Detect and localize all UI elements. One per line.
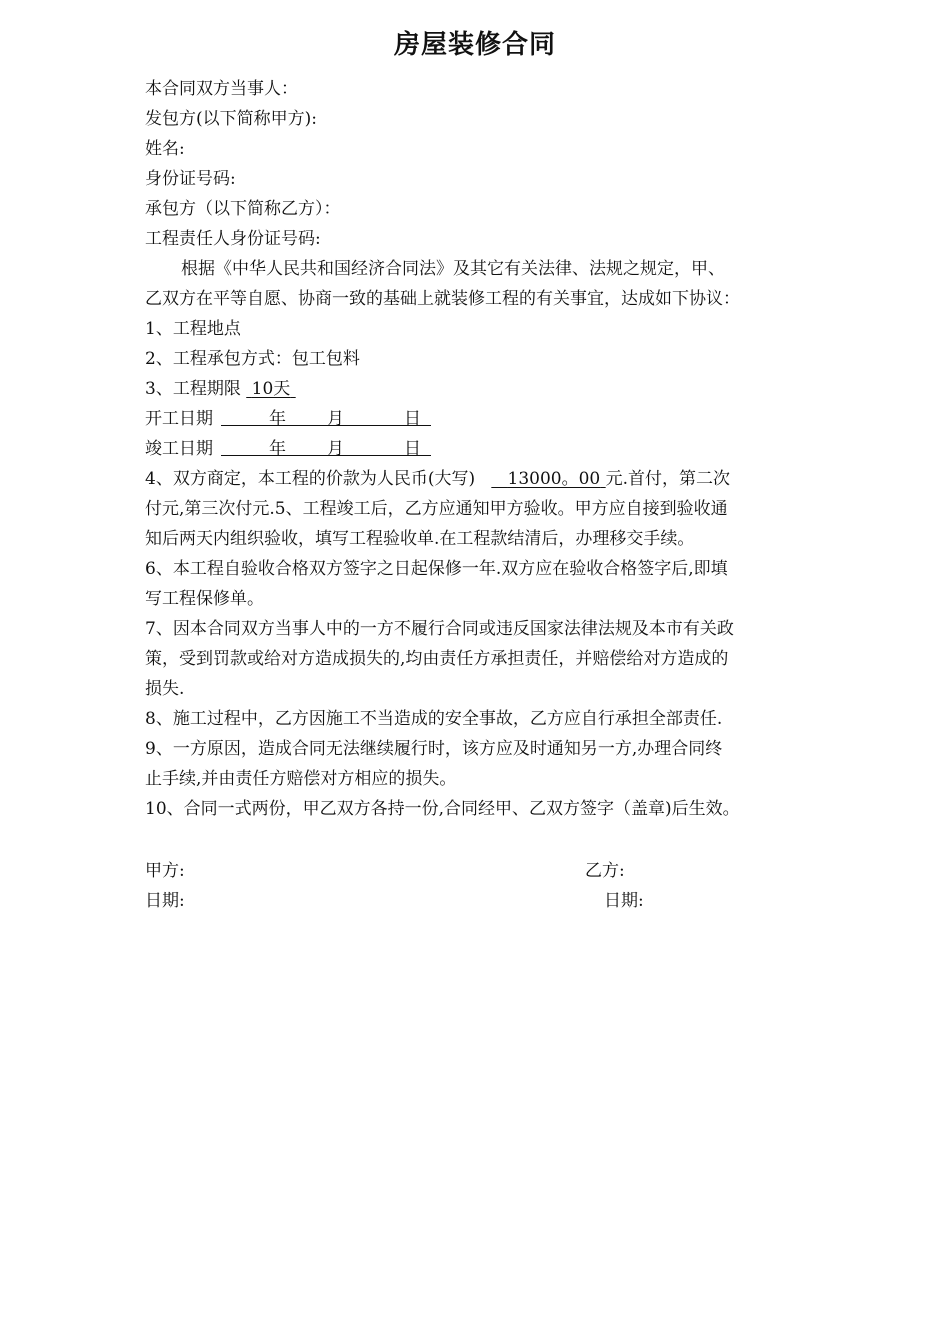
start-date-day: 日 <box>404 409 421 429</box>
clause-4-line-2: 付元,第三次付元.5、工程竣工后，乙方应通知甲方验收。甲方应自接到验收通 <box>145 499 728 519</box>
duration-value: 10天 <box>251 379 291 399</box>
employer-line: 发包方(以下简称甲方): <box>145 109 317 129</box>
start-date-row <box>145 404 810 434</box>
signature-party-row <box>145 856 810 886</box>
start-date-label: 开工日期 <box>145 409 213 429</box>
start-date-year: 年 <box>269 409 286 429</box>
party-a-signature: 甲方: <box>145 861 185 881</box>
end-date-label: 竣工日期 <box>145 439 213 459</box>
manager-id-line: 工程责任人身份证号码: <box>145 229 321 249</box>
clause-6-line-1: 6、本工程自验收合格双方签字之日起保修一年.双方应在验收合格签字后,即填 <box>145 559 728 579</box>
clause-8: 8、施工过程中，乙方因施工不当造成的安全事故，乙方应自行承担全部责任. <box>145 709 723 729</box>
name-line: 姓名: <box>145 139 185 159</box>
parties-intro: 本合同双方当事人： <box>145 79 298 99</box>
clause-9-line-1: 9、一方原因，造成合同无法继续履行时，该方应及时通知另一方,办理合同终 <box>145 739 723 759</box>
contract-body <box>145 74 810 824</box>
clause-4-line-3: 知后两天内组织验收，填写工程验收单.在工程款结清后，办理移交手续。 <box>145 529 695 549</box>
end-date-year: 年 <box>269 439 286 459</box>
preamble-line-1: 根据《中华人民共和国经济合同法》及其它有关法律、法规之规定，甲、 <box>181 259 725 279</box>
price-amount-value: 13000。00 <box>507 469 601 489</box>
signature-block <box>145 856 810 916</box>
start-date-blank <box>221 425 431 426</box>
clause-10: 10、合同一式两份，甲乙双方各持一份,合同经甲、乙双方签字（盖章)后生效。 <box>145 799 740 819</box>
id-number-line: 身份证号码: <box>145 169 236 189</box>
clause-3 <box>145 374 810 404</box>
clause-6-line-2: 写工程保修单。 <box>145 589 264 609</box>
signature-date-row <box>145 886 810 916</box>
clause-1: 1、工程地点 <box>145 319 241 339</box>
clause-4-line-1 <box>145 464 810 494</box>
end-date-day: 日 <box>404 439 421 459</box>
contractor-line: 承包方（以下简称乙方）： <box>145 199 341 219</box>
end-date-blank <box>221 455 431 456</box>
preamble-line-2: 乙双方在平等自愿、协商一致的基础上就装修工程的有关事宜，达成如下协议： <box>145 289 740 309</box>
clause-4-prefix: 4、双方商定，本工程的价款为人民币(大写) <box>145 469 476 489</box>
page-title: 房屋装修合同 <box>393 30 556 60</box>
party-a-date: 日期: <box>145 891 185 911</box>
clause-7-line-1: 7、因本合同双方当事人中的一方不履行合同或违反国家法律法规及本市有关政 <box>145 619 734 639</box>
party-b-date: 日期: <box>604 891 644 911</box>
start-date-month: 月 <box>327 409 344 429</box>
party-b-signature: 乙方: <box>585 861 625 881</box>
clause-9-line-2: 止手续,并由责任方赔偿对方相应的损失。 <box>145 769 457 789</box>
clause-2: 2、工程承包方式：包工包料 <box>145 349 360 369</box>
end-date-row <box>145 434 810 464</box>
price-amount <box>491 469 605 489</box>
clause-7-line-2: 策，受到罚款或给对方造成损失的,均由责任方承担责任，并赔偿给对方造成的 <box>145 649 729 669</box>
clause-3-label: 3、工程期限 <box>145 379 241 399</box>
clause-7-line-3: 损失. <box>145 679 185 699</box>
end-date-month: 月 <box>327 439 344 459</box>
clause-3-value <box>246 379 295 399</box>
clause-4-suffix: 元.首付，第二次 <box>605 469 731 489</box>
